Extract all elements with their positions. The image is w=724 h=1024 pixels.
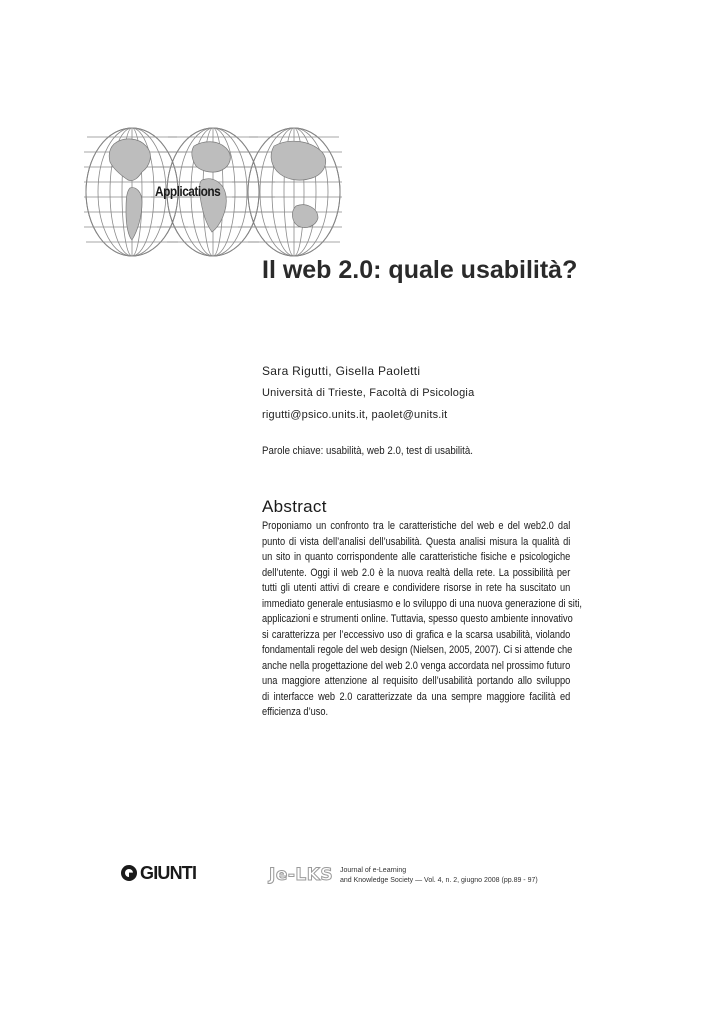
abstract-line: fondamentali regole del web design (Nielsen, 2005, 2007). Ci si attende che	[262, 644, 573, 656]
journal-info-line: Journal of e-Learning	[340, 867, 407, 874]
abstract-line: si caratterizza per l’eccessivo uso di grafica e la scarsa usabilità, violando	[262, 628, 571, 641]
abstract-line: un sito in quanto corrispondente alle caratteristiche fisiche e psicologiche	[262, 551, 571, 563]
journal-logo: Je-LKS	[269, 865, 334, 885]
abstract-line: efficienza d’uso.	[262, 706, 329, 718]
keywords: Parole chiave: usabilità, web 2.0, test di usabilità.	[262, 445, 473, 457]
abstract-line: applicazioni e strumenti online. Tuttavia, spesso questo ambiente innovativo	[262, 613, 573, 625]
abstract-line: punto di vista dell’analisi dell’usabilità. Questa analisi misura la qualità di	[262, 535, 571, 548]
abstract-line: tutti gli utenti attivi di creare e condividere risorse in rete ha suscitato un	[262, 582, 571, 594]
journal-info-line: and Knowledge Society — Vol. 4, n. 2, giugno 2008 (pp.89 - 97)	[340, 877, 538, 884]
publisher-logo	[121, 862, 196, 884]
author-emails: rigutti@psico.units.it, paolet@units.it	[262, 409, 448, 421]
journal-info	[340, 866, 538, 886]
abstract-body	[262, 519, 583, 721]
article-title: Il web 2.0: quale usabilità?	[262, 256, 578, 284]
abstract-line: di interfacce web 2.0 caratterizzate da una sempre maggiore facilità ed	[262, 690, 571, 703]
authors: Sara Rigutti, Gisella Paoletti	[262, 364, 421, 378]
abstract-line: dell’utente. Oggi il web 2.0 è la nuova realtà della rete. La possibilità per	[262, 566, 571, 579]
abstract-line: immediato generale entusiasmo e lo sviluppo di una nuova generazione di siti,	[262, 597, 583, 610]
abstract-line: Proponiamo un confronto tra le caratteristiche del web e del web2.0 dal	[262, 520, 571, 532]
publisher-name: GIUNTI	[140, 862, 197, 883]
abstract-line: anche nella progettazione del web 2.0 venga accordata nel prossimo futuro	[262, 659, 571, 672]
affiliation: Università di Trieste, Facoltà di Psicologia	[262, 387, 475, 399]
giunti-g-icon	[121, 865, 137, 881]
abstract-heading: Abstract	[262, 497, 327, 516]
abstract-line: una maggiore attenzione al requisito dell’usabilità portando allo sviluppo	[262, 675, 571, 687]
section-label: Applications	[155, 183, 221, 199]
